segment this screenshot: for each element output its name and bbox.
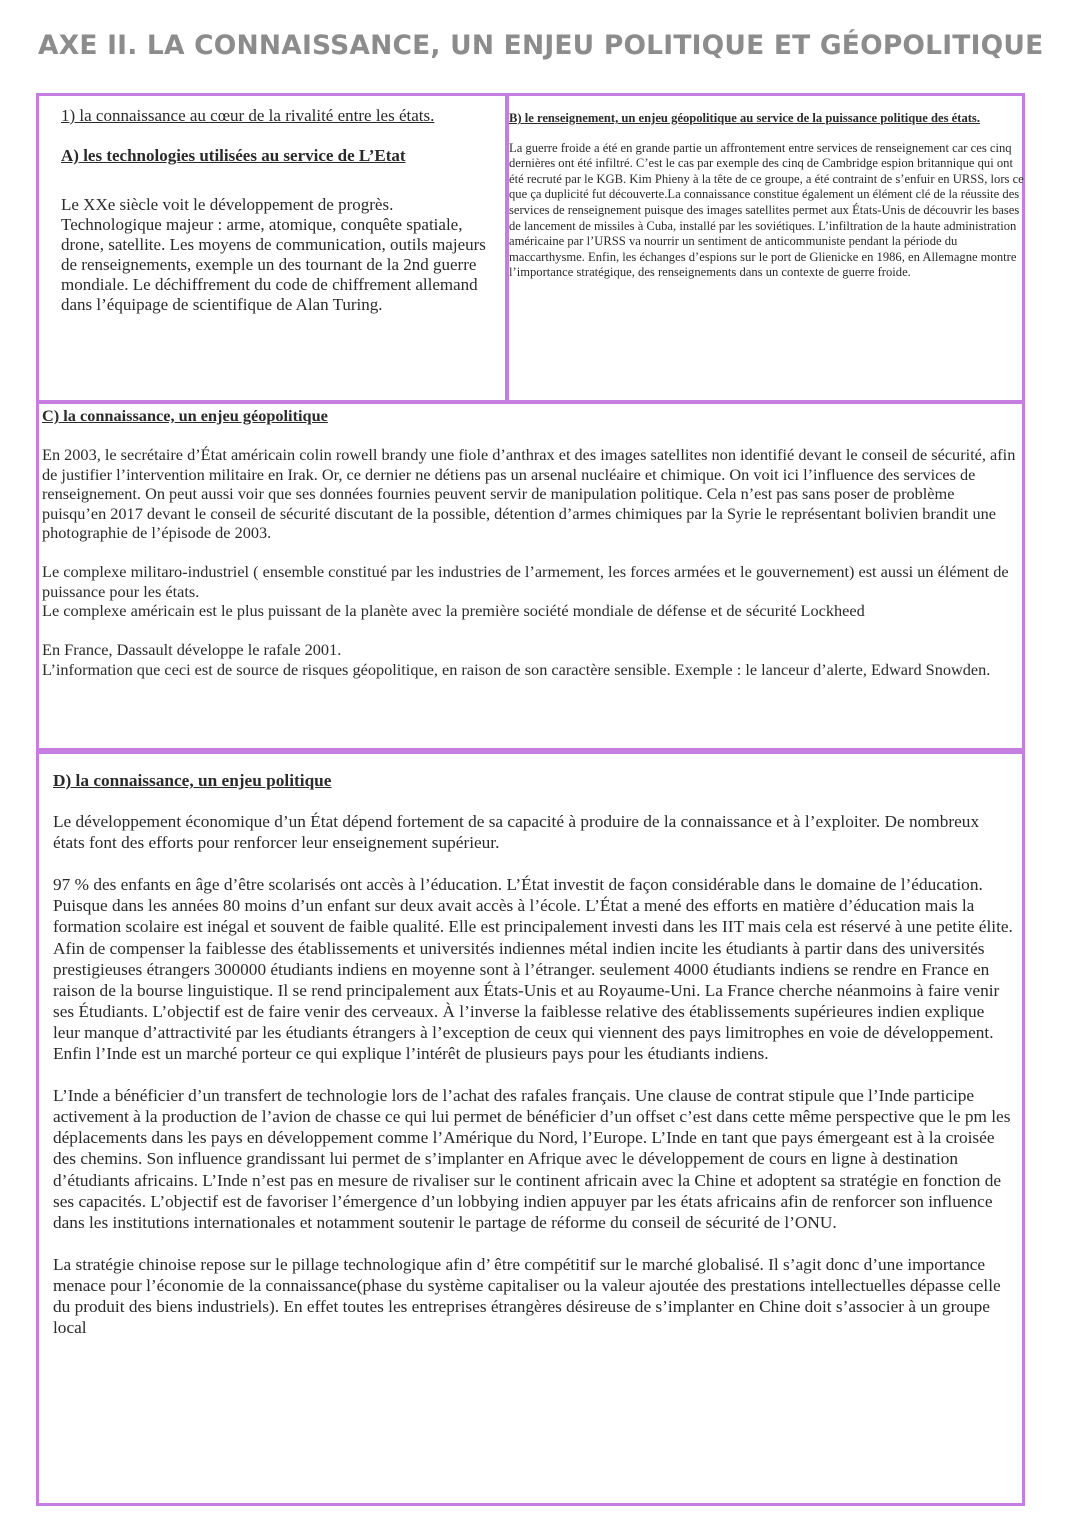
- section-a-heading: A) les technologies utilisées au service de L’Etat: [61, 146, 406, 165]
- part-intro-heading: 1) la connaissance au cœur de la rivalité entre les états.: [61, 106, 435, 125]
- section-a-content: [61, 106, 489, 315]
- page-title: AXE II. LA CONNAISSANCE, UN ENJEU POLITIQUE ET GÉOPOLITIQUE: [38, 30, 1044, 61]
- section-d-paragraph-3: L’Inde a bénéficier d’un transfert de technologie lors de l’achat des rafales français. Une clause de contrat stipule que l’Inde participe activement à la production de l’avion de chasse ce qui lui permet de bénéficier d’un offset c’est dans cette même perspective que le pm les déplacements dans les pays en développement comme l’Amérique du Nord, l’Europe. L’Inde en tant que pays émergeant est à la croisée des chemins. Son influence grandissant lui permet de s’implanter en Afrique avec le développement de cours en ligne à destination d’étudiants africains. L’Inde n’est pas en mesure de rivaliser sur le continent africain avec la Chine et adoptent sa stratégie en fonction de ses capacités. L’objectif est de favoriser l’émergence d’un lobbying indien appuyer par les états africains afin de renforcer son influence dans les institutions internationales et notamment soutenir le partage de réforme du conseil de sécurité de l’ONU.: [53, 1086, 1011, 1232]
- section-d-paragraph-1: Le développement économique d’un État dépend fortement de sa capacité à produire de la connaissance et à l’exploiter. De nombreux états font des efforts pour renforcer leur enseignement supérieur.: [53, 812, 980, 853]
- section-c-paragraph-2: Le complexe militaro-industriel ( ensemble constitué par les industries de l’armement, les forces armées et le gouvernement) est aussi un élément de puissance pour les états.: [42, 562, 1009, 601]
- section-a-paragraph: Le XXe siècle voit le développement de progrès. Technologique majeur : arme, atomique, conquête spatiale, drone, satellite. Les moyens de communication, outils majeurs de renseignements, exemple un des tournant de la 2nd guerre mondiale. Le déchiffrement du code de chiffrement allemand dans l’équipage de scientifique de Alan Turing.: [61, 195, 486, 314]
- section-c-content: [42, 406, 1022, 679]
- section-c-paragraph-3: Le complexe américain est le plus puissant de la planète avec la première société mondiale de défense et de sécurité Lockheed: [42, 601, 865, 620]
- section-a-box: [36, 93, 509, 404]
- section-b-heading: B) le renseignement, un enjeu géopolitique au service de la puissance politique des états.: [509, 111, 980, 125]
- section-b-box: [505, 93, 1025, 404]
- section-d-heading: D) la connaissance, un enjeu politique: [53, 771, 332, 790]
- section-c-heading: C) la connaissance, un enjeu géopolitique: [42, 406, 328, 425]
- section-b-content: [509, 111, 1024, 281]
- section-b-paragraph: La guerre froide a été en grande partie un affrontement entre services de renseignement car ces cinq dernières ont été infiltré. C’est le cas par exemple des cinq de Cambridge espion britannique qui ont été recruté par le KGB. Kim Phieny à la tête de ce groupe, a été contraint de s’enfuir en URSS, lors ce que ça duplicité fut découverte.La connaissance constitue également un élément clé de la réussite des services de renseignement puisque des images satellites permet aux États-Unis de découvrir les bases de lancement de missiles à Cuba, installé par les soviétiques. L’infiltration de la haute administration américaine par l’URSS va nourrir un sentiment de anticommuniste pendant la période du maccarthysme. Enfin, les échanges d’espions sur le port de Glienicke en 1986, en Allemagne montre l’importance stratégique, des renseignements dans un contexte de guerre froide.: [509, 140, 1024, 280]
- section-c-paragraph-5: L’information que ceci est de source de risques géopolitique, en raison de son caractère sensible. Exemple : le lanceur d’alerte, Edward Snowden.: [42, 659, 991, 679]
- section-d-box: [36, 751, 1025, 1506]
- section-c-paragraph-1: En 2003, le secrétaire d’État américain colin rowell brandy une fiole d’anthrax et des images satellites non identifié devant le conseil de sécurité, afin de justifier l’intervention militaire en Irak. Or, ce dernier ne détiens pas un arsenal nucléaire et chimique. On voit ici l’influence des services de renseignement. On peut aussi voir que ses données fournies peuvent servir de manipulation politique. Cela n’est pas sans poser de problème puisqu’en 2017 devant le conseil de sécurité discutant de la possible, détention d’armes chimiques par la Syrie le représentant bolivien brandit une photographie de l’épisode de 2003.: [42, 445, 1016, 542]
- section-d-paragraph-4: La stratégie chinoise repose sur le pillage technologique afin d’ être compétitif sur le marché globalisé. Il s’agit donc d’une importance menace pour l’économie de la connaissance(phase du système capitaliser ou la valeur ajoutée des prestations intellectuelles dépasse celle du produit des biens industriels). En effet toutes les entreprises étrangères désireuse de s’implanter en Chine doit s’associer à un groupe local: [53, 1254, 1001, 1338]
- section-c-box: [36, 400, 1025, 751]
- section-c-paragraph-4: En France, Dassault développe le rafale 2001.: [42, 640, 342, 659]
- section-d-content: [53, 770, 1015, 1338]
- section-d-paragraph-2: 97 % des enfants en âge d’être scolarisés ont accès à l’éducation. L’État investit de façon considérable dans le domaine de l’éducation. Puisque dans les années 80 moins d’un enfant sur deux avait accès à l’école. L’État a mené des efforts en matière d’éducation mais la formation scolaire est inégal et souvent de faible qualité. Elle est principalement investi dans les IIT mais cela est réservé à une petite élite. Afin de compenser la faiblesse des établissements et universités indiennes métal indien incite les étudiants à partir dans des universités prestigieuses étrangers 300000 étudiants indiens en moyenne sont à l’étranger. seulement 4000 étudiants indiens se rendre en France en raison de la bourse linguistique. Il se rend principalement aux États-Unis et au Royaume-Uni. La France cherche néanmoins à faire venir ses Étudiants. L’objectif est de faire venir des cerveaux. À l’inverse la faiblesse relative des établissements supérieures indien explique leur manque d’attractivité par les étudiants étrangers à l’exception de ceux qui viennent des pays limitrophes en voie de développement. Enfin l’Inde est un marché porteur ce qui explique l’intérêt de plusieurs pays pour les étudiants indiens.: [53, 875, 1013, 1064]
